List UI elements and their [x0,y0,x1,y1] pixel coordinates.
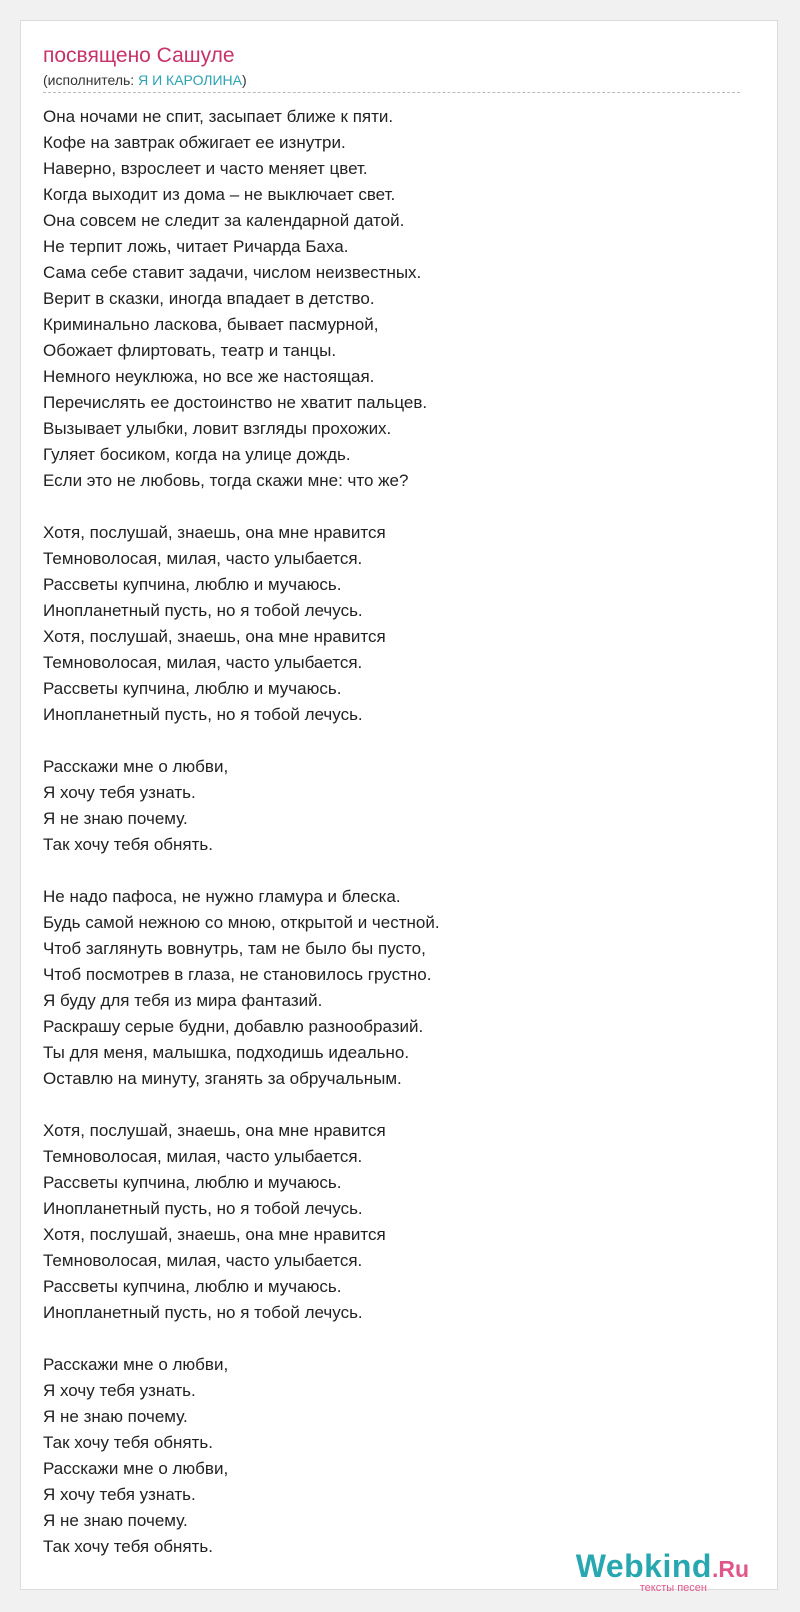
lyric-line: Так хочу тебя обнять. [43,1433,214,1452]
lyric-line: Не терпит ложь, читает Ричарда Баха. [43,237,349,256]
lyric-line: Рассветы купчина, люблю и мучаюсь. [43,1173,342,1192]
stanza-break [43,858,440,884]
lyric-line: Когда выходит из дома – не выключает свет. [43,185,396,204]
lyric-line: Не надо пафоса, не нужно гламура и блеска. [43,887,401,906]
lyric-line: Темноволосая, милая, часто улыбается. [43,549,363,568]
lyric-line: Так хочу тебя обнять. [43,835,214,854]
lyric-line: Рассветы купчина, люблю и мучаюсь. [43,575,342,594]
lyric-line: Инопланетный пусть, но я тобой лечусь. [43,705,363,724]
stanza-break [43,494,440,520]
lyric-line: Кофе на завтрак обжигает ее изнутри. [43,133,346,152]
lyric-line: Я не знаю почему. [43,1407,188,1426]
lyric-line: Будь самой нежною со мною, открытой и честной. [43,913,440,932]
lyric-line: Расскажи мне о любви, [43,757,229,776]
logo-tagline: тексты песен [639,1582,707,1594]
stanza-break [43,1092,440,1118]
lyric-line: Обожает флиртовать, театр и танцы. [43,341,337,360]
lyric-line: Чтоб заглянуть вовнутрь, там не было бы пусто, [43,939,426,958]
lyric-line: Сама себе ставит задачи, числом неизвестных. [43,263,422,282]
logo-name: Webkind [575,1548,712,1584]
lyric-line: Хотя, послушай, знаешь, она мне нравится [43,523,386,542]
logo-tld: .Ru [711,1556,749,1582]
site-logo[interactable] [575,1548,749,1594]
lyric-line: Ты для меня, малышка, подходишь идеально. [43,1043,410,1062]
lyric-line: Я не знаю почему. [43,809,188,828]
lyric-line: Инопланетный пусть, но я тобой лечусь. [43,1303,363,1322]
lyric-line: Перечислять ее достоинство не хватит пальцев. [43,393,428,412]
lyric-line: Инопланетный пусть, но я тобой лечусь. [43,601,363,620]
lyric-line: Оставлю на минуту, зганять за обручальным. [43,1069,402,1088]
lyric-line: Наверно, взрослеет и часто меняет цвет. [43,159,368,178]
lyric-line: Хотя, послушай, знаешь, она мне нравится [43,1121,386,1140]
lyric-line: Я буду для тебя из мира фантазий. [43,991,323,1010]
lyric-line: Темноволосая, милая, часто улыбается. [43,1147,363,1166]
lyric-line: Темноволосая, милая, часто улыбается. [43,1251,363,1270]
lyric-line: Вызывает улыбки, ловит взгляды прохожих. [43,419,392,438]
lyrics-card [20,20,778,1594]
lyric-line: Я хочу тебя узнать. [43,1381,196,1400]
lyric-line: Рассветы купчина, люблю и мучаюсь. [43,1277,342,1296]
lyric-line: Немного неуклюжа, но все же настоящая. [43,367,375,386]
lyrics-body [43,104,440,1560]
lyric-line: Так хочу тебя обнять. [43,1537,214,1556]
lyric-line: Расскажи мне о любви, [43,1459,229,1478]
lyric-line: Расскажи мне о любви, [43,1355,229,1374]
lyric-line: Рассветы купчина, люблю и мучаюсь. [43,679,342,698]
lyric-line: Инопланетный пусть, но я тобой лечусь. [43,1199,363,1218]
lyric-line: Криминально ласкова, бывает пасмурной, [43,315,379,334]
lyric-line: Она совсем не следит за календарной датой. [43,211,405,230]
lyric-line: Гуляет босиком, когда на улице дождь. [43,445,351,464]
artist-suffix: ) [242,72,247,88]
lyric-line: Хотя, послушай, знаешь, она мне нравится [43,1225,386,1244]
artist-prefix: (исполнитель: [43,72,139,88]
stanza-break [43,1326,440,1352]
lyric-line: Я не знаю почему. [43,1511,188,1530]
lyric-line: Хотя, послушай, знаешь, она мне нравится [43,627,386,646]
lyric-line: Чтоб посмотрев в глаза, не становилось грустно. [43,965,432,984]
divider [43,92,740,93]
lyric-line: Раскрашу серые будни, добавлю разнообразий. [43,1017,424,1036]
lyric-line: Она ночами не спит, засыпает ближе к пяти. [43,107,394,126]
song-title: посвящено Сашуле [43,44,235,67]
lyric-line: Я хочу тебя узнать. [43,1485,196,1504]
artist-link[interactable]: Я И КАРОЛИНА [138,72,242,88]
lyric-line: Если это не любовь, тогда скажи мне: что же? [43,471,409,490]
lyric-line: Я хочу тебя узнать. [43,783,196,802]
lyric-line: Темноволосая, милая, часто улыбается. [43,653,363,672]
lyric-line: Верит в сказки, иногда впадает в детство. [43,289,375,308]
artist-line [43,72,247,88]
stanza-break [43,728,440,754]
